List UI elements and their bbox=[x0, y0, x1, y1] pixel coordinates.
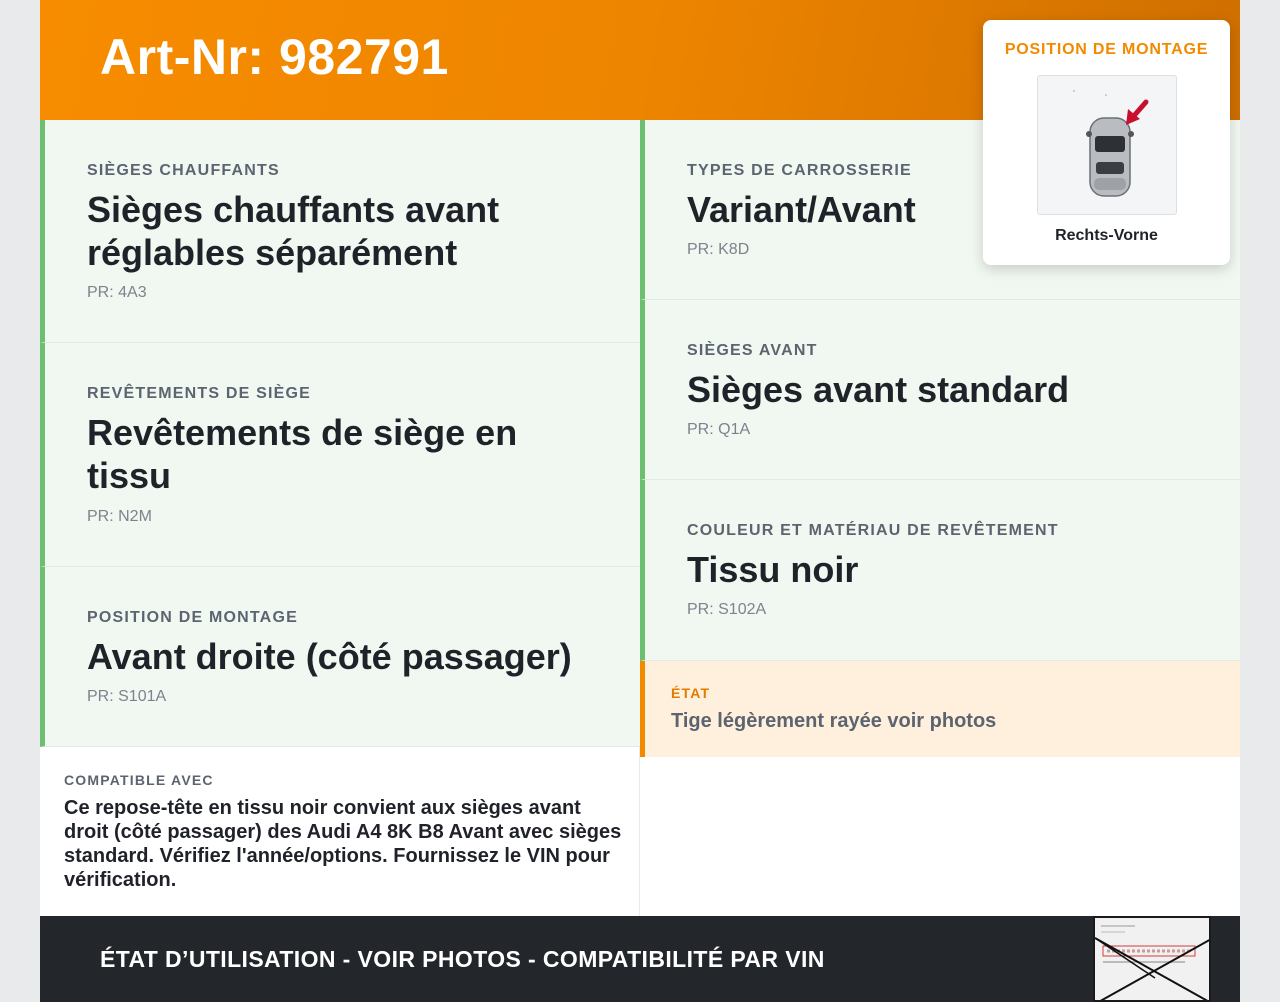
card-pr-code: PR: S101A bbox=[87, 688, 167, 705]
card-heated-seats bbox=[40, 120, 640, 343]
mount-position-card bbox=[983, 20, 1230, 265]
mount-position-title: POSITION DE MONTAGE bbox=[1004, 41, 1209, 58]
card-seat-covers bbox=[40, 343, 640, 567]
card-pr-code: PR: Q1A bbox=[687, 421, 751, 438]
red-arrow-icon bbox=[1126, 102, 1146, 125]
card-label: TYPES DE CARROSSERIE bbox=[687, 162, 912, 179]
card-pr-code: PR: K8D bbox=[687, 241, 750, 258]
mount-position-caption: Rechts-Vorne bbox=[1055, 227, 1158, 244]
card-label: SIÈGES AVANT bbox=[687, 342, 818, 359]
card-label: POSITION DE MONTAGE bbox=[87, 609, 298, 626]
card-value: Avant droite (côté passager) bbox=[87, 636, 572, 677]
card-value: Sièges avant standard bbox=[687, 369, 1070, 410]
card-front-seats bbox=[640, 300, 1240, 480]
condition-text: Tige légèrement rayée voir photos bbox=[671, 710, 997, 732]
compatibility-label: COMPATIBLE AVEC bbox=[64, 772, 214, 788]
card-pr-code: PR: 4A3 bbox=[87, 284, 147, 301]
registration-document-icon[interactable] bbox=[1093, 916, 1211, 1002]
condition-box bbox=[640, 661, 1240, 757]
card-value: Tissu noir bbox=[687, 549, 859, 590]
card-value: Variant/Avant bbox=[687, 189, 916, 230]
article-number-title: Art-Nr: 982791 bbox=[100, 29, 449, 85]
compatibility-text: Ce repose-tête en tissu noir convient aux sièges avant droit (côté passager) des Audi A4 8K B8 Avant avec sièges standard. Vérifiez l'année/options. Fournissez le VIN pour vérification. bbox=[64, 797, 622, 891]
footer-bar bbox=[40, 916, 1240, 1002]
card-label: SIÈGES CHAUFFANTS bbox=[87, 162, 280, 179]
card-mount-position bbox=[40, 567, 640, 747]
card-value: Sièges chauffants avant réglables séparément bbox=[87, 189, 500, 273]
card-label: COULEUR ET MATÉRIAU DE REVÊTEMENT bbox=[687, 522, 1059, 539]
compatibility-box bbox=[40, 747, 640, 916]
card-value: Revêtements de siège en tissu bbox=[87, 412, 518, 496]
product-sheet bbox=[40, 0, 1240, 1002]
car-top-view-icon bbox=[1037, 75, 1177, 215]
card-pr-code: PR: N2M bbox=[87, 508, 152, 525]
card-label: REVÊTEMENTS DE SIÈGE bbox=[87, 385, 312, 402]
card-pr-code: PR: S102A bbox=[687, 601, 767, 618]
condition-label: ÉTAT bbox=[671, 685, 711, 701]
card-cover-color-material bbox=[640, 480, 1240, 661]
footer-text: ÉTAT D’UTILISATION - VOIR PHOTOS - COMPATIBILITÉ PAR VIN bbox=[100, 946, 825, 972]
